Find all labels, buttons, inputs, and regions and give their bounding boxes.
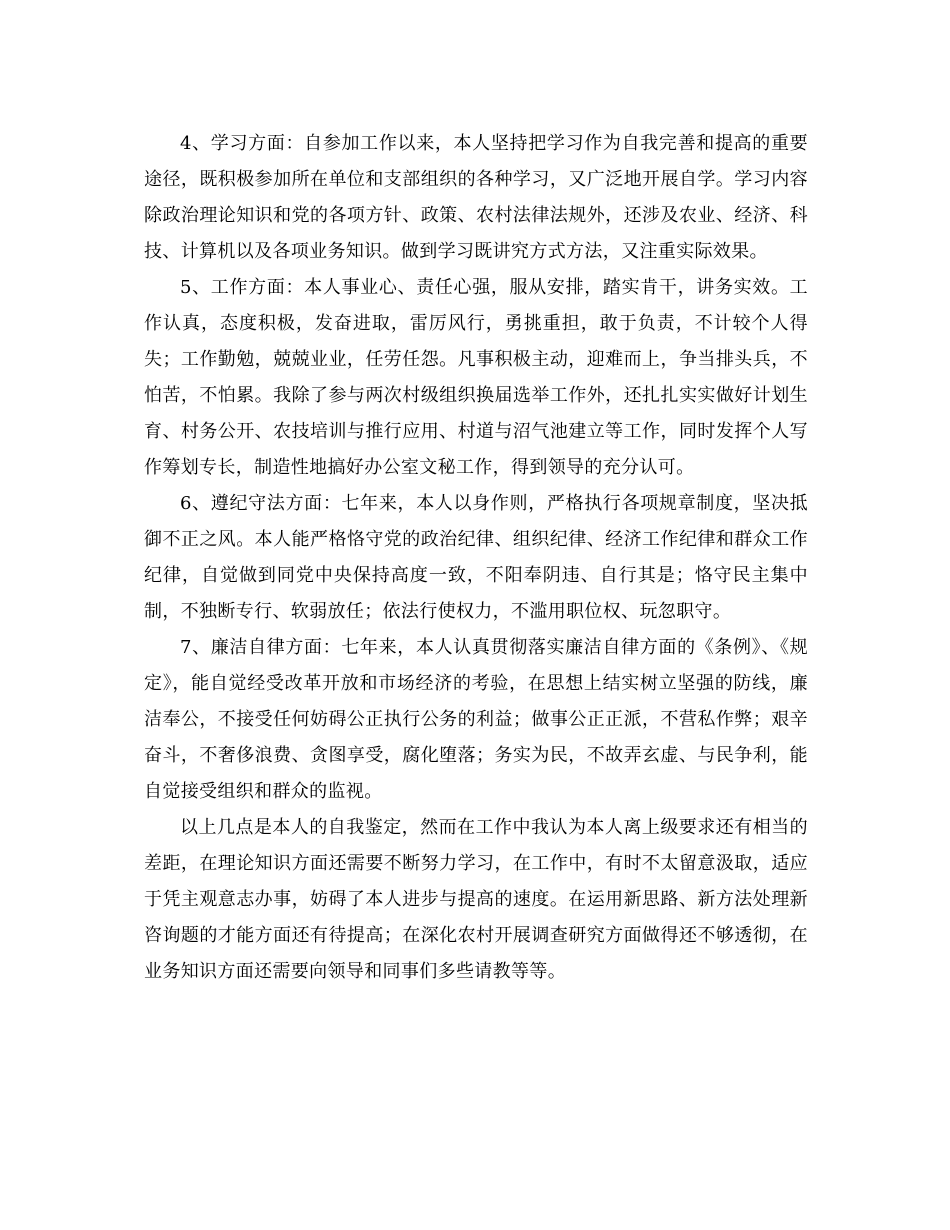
- document-body: [144, 126, 808, 990]
- paragraph-self-assessment: 以上几点是本人的自我鉴定，然而在工作中我认为本人离上级要求还有相当的差距，在理论知识方面还需要不断努力学习，在工作中，有时不太留意汲取，适应于凭主观意志办事，妨碍了本人进步与提高的速度。在运用新思路、新方法处理新咨询题的才能方面还有待提高；在深化农村开展调查研究方面做得还不够透彻，在业务知识方面还需要向领导和同事们多些请教等等。: [144, 817, 808, 982]
- paragraph-work: 5、工作方面：本人事业心、责任心强，服从安排，踏实肯干，讲务实效。工作认真，态度积极，发奋进取，雷厉风行，勇挑重担，敢于负责，不计较个人得失；工作勤勉，兢兢业业，任劳任怨。凡事积极主动，迎难而上，争当排头兵，不怕苦，不怕累。我除了参与两次村级组织换届选举工作外，还扎扎实实做好计划生育、村务公开、农技培训与推行应用、村道与沼气池建立等工作，同时发挥个人写作筹划专长，制造性地搞好办公室文秘工作，得到领导的充分认可。: [144, 277, 808, 478]
- paragraph-study: 4、学习方面：自参加工作以来，本人坚持把学习作为自我完善和提高的重要途径，既积极参加所在单位和支部组织的各种学习，又广泛地开展自学。学习内容除政治理论知识和党的各项方针、政策、农村法律法规外，还涉及农业、经济、科技、计算机以及各项业务知识。做到学习既讲究方式方法，又注重实际效果。: [144, 133, 808, 262]
- paragraph-integrity: 7、廉洁自律方面：七年来，本人认真贯彻落实廉洁自律方面的《条例》、《规定》，能自觉经受改革开放和市场经济的考验，在思想上结实树立坚强的防线，廉洁奉公，不接受任何妨碍公正执行公务的利益；做事公正正派，不营私作弊；艰辛奋斗，不奢侈浪费、贪图享受，腐化堕落；务实为民，不故弄玄虚、与民争利，能自觉接受组织和群众的监视。: [144, 637, 808, 802]
- paragraph-discipline: 6、遵纪守法方面：七年来，本人以身作则，严格执行各项规章制度，坚决抵御不正之风。本人能严格恪守党的政治纪律、组织纪律、经济工作纪律和群众工作纪律，自觉做到同党中央保持高度一致，不阳奉阴违、自行其是；恪守民主集中制，不独断专行、软弱放任；依法行使权力，不滥用职位权、玩忽职守。: [144, 493, 808, 622]
